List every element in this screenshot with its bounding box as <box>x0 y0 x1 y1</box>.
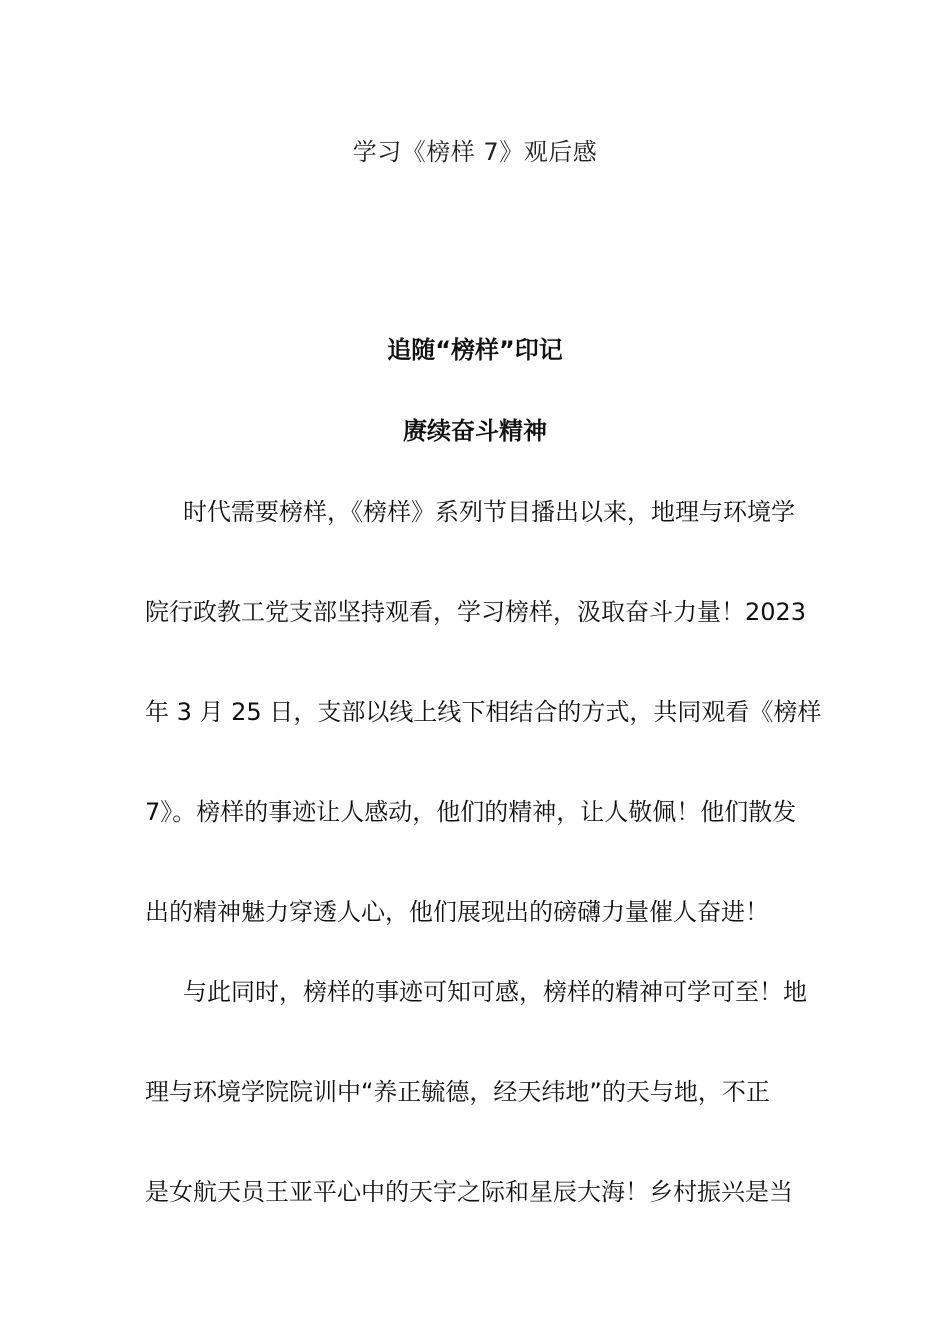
paragraph-1-line-5: 出的精神魅力穿透人心，他们展现出的磅礴力量催人奋进！ <box>145 898 769 926</box>
paragraph-1-line-4: 7》。榜样的事迹让人感动，他们的精神，让人敬佩！他们散发 <box>145 798 797 826</box>
paragraph-1-line-3: 年 3 月 25 日，支部以线上线下相结合的方式，共同观看《榜样 <box>145 698 822 726</box>
paragraph-1-line-2: 院行政教工党支部坚持观看，学习榜样，汲取奋斗力量！2023 <box>145 598 807 626</box>
section-heading-1: 追随“榜样”印记 <box>387 336 563 364</box>
paragraph-2-line-2: 理与环境学院院训中“养正毓德，经天纬地”的天与地，不正 <box>145 1078 770 1106</box>
section-heading-2: 赓续奋斗精神 <box>403 417 547 445</box>
paragraph-1-line-1: 时代需要榜样，《榜样》系列节目播出以来，地理与环境学 <box>183 498 795 526</box>
paragraph-2-line-3: 是女航天员王亚平心中的天宇之际和星辰大海！乡村振兴是当 <box>145 1178 793 1206</box>
document-title: 学习《榜样 7》观后感 <box>352 138 598 166</box>
paragraph-2-line-1: 与此同时，榜样的事迹可知可感，榜样的精神可学可至！地 <box>183 978 807 1006</box>
